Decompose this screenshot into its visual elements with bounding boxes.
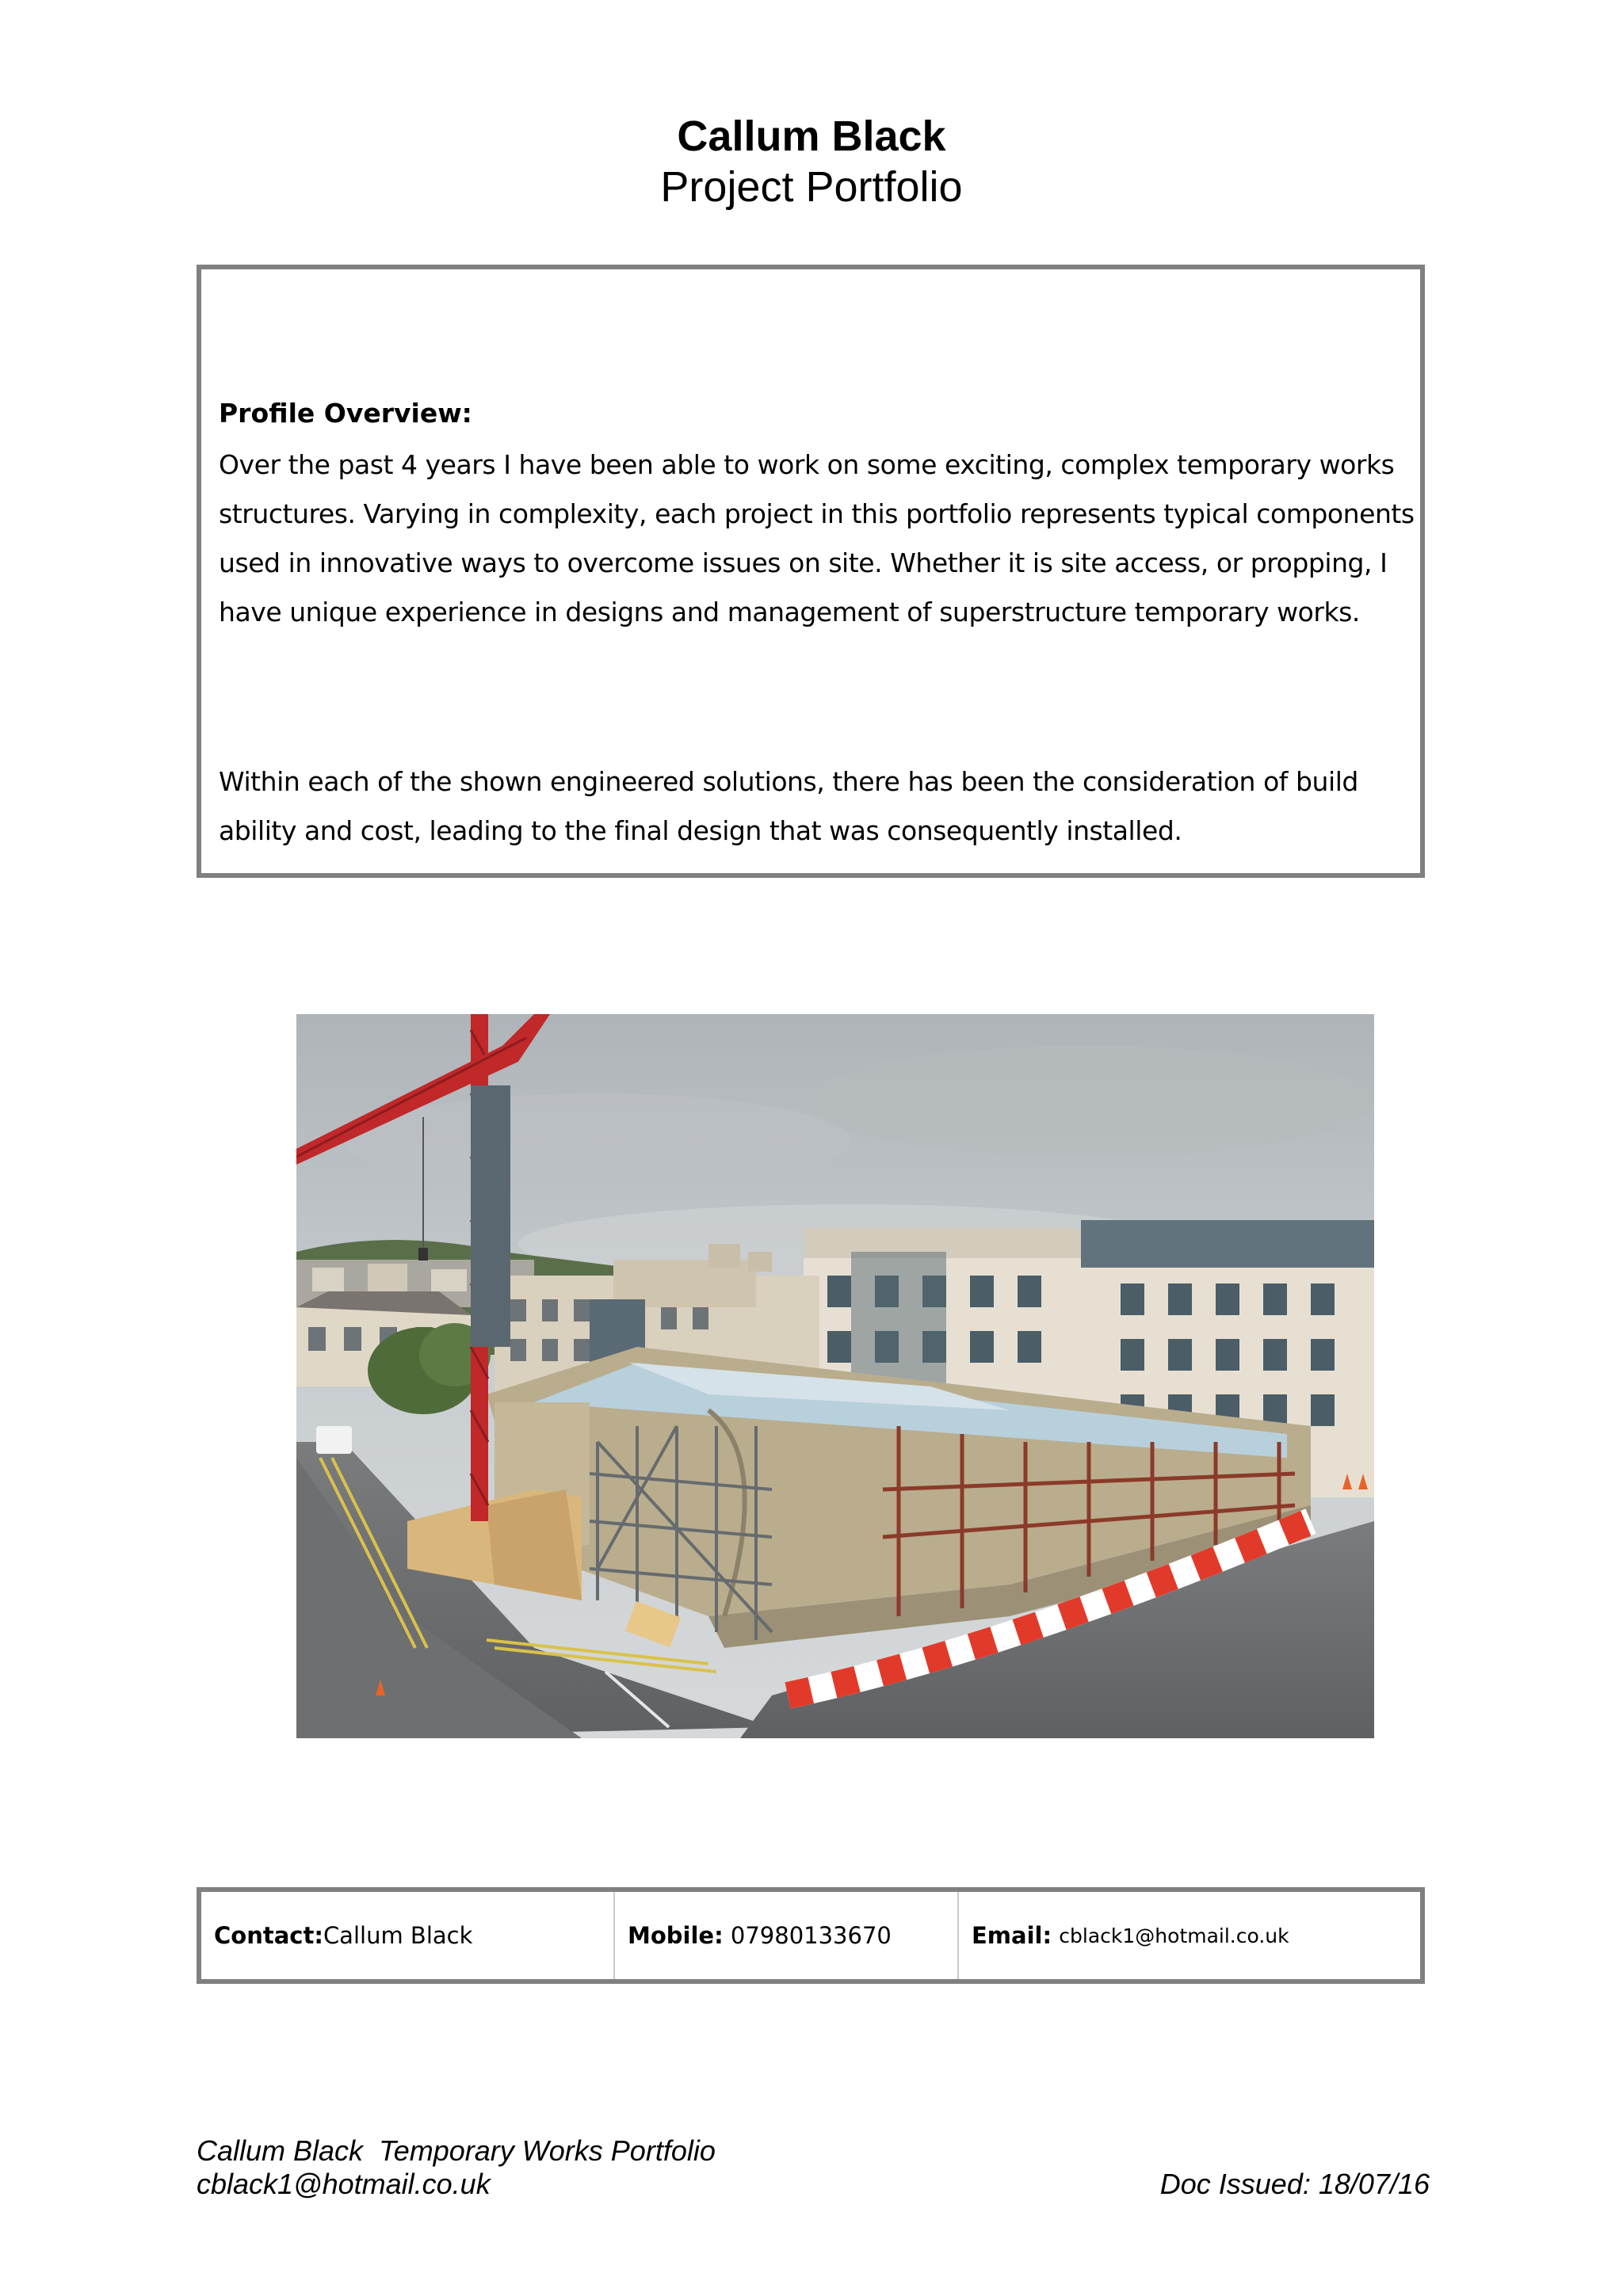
email-label: Email:	[972, 1922, 1052, 1949]
contact-value: Callum Black	[323, 1922, 473, 1949]
email-value[interactable]: cblack1@hotmail.co.uk	[1059, 1924, 1289, 1947]
profile-overview-box	[197, 265, 1425, 878]
footer-left	[197, 2134, 716, 2201]
footer-title: Callum Black Temporary Works Portfolio	[197, 2134, 716, 2167]
profile-paragraph-1: Over the past 4 years I have been able to work on some exciting, complex temporary works structures. Varying in complexity, each project in this portfolio represents typical components used in innovative ways to overcome issues on site. Whether it is site access, or propping, I have unique experience in designs and management of superstructure temporary works.	[219, 449, 1415, 627]
author-name: Callum Black	[677, 113, 946, 160]
contact-label: Contact:	[214, 1922, 323, 1949]
document-subtitle: Project Portfolio	[660, 163, 963, 211]
mobile-value: 07980133670	[730, 1922, 892, 1949]
contact-cell	[201, 1892, 613, 1979]
doc-issued-date: Doc Issued: 18/07/16	[1159, 2168, 1430, 2200]
email-cell	[957, 1892, 1420, 1979]
profile-paragraph-2: Within each of the shown engineered solutions, there has been the consideration of build ability and cost, leading to the final design that was consequently installed.	[219, 766, 1358, 846]
mobile-cell	[613, 1892, 957, 1979]
construction-site-photo	[296, 1014, 1374, 1738]
contact-table	[197, 1887, 1425, 1984]
mobile-label: Mobile:	[628, 1922, 724, 1949]
footer-email[interactable]: cblack1@hotmail.co.uk	[197, 2168, 491, 2200]
profile-heading: Profile Overview:	[219, 398, 472, 429]
white-van	[316, 1426, 352, 1454]
document-header	[0, 111, 1623, 212]
